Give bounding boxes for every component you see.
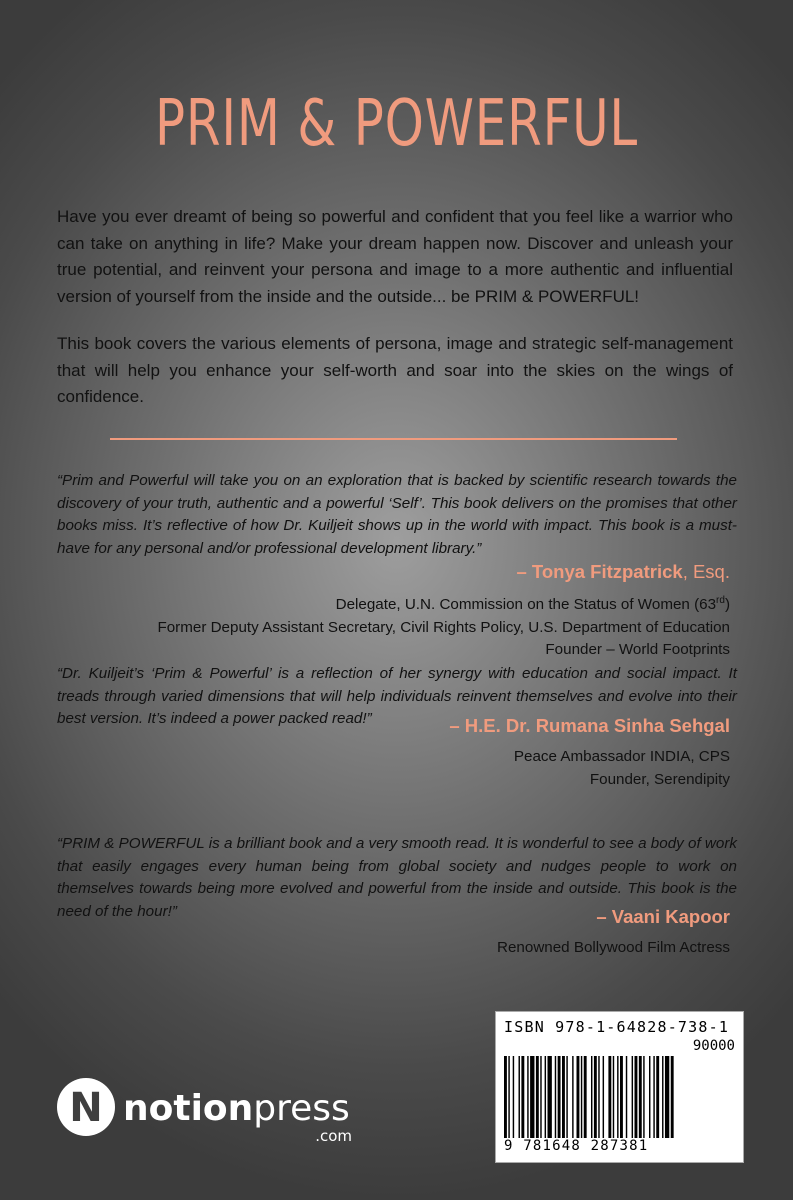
publisher-name-bold: notion xyxy=(123,1088,254,1129)
testimonial-role: Delegate, U.N. Commission on the Status of Women (63rd) xyxy=(335,595,730,614)
barcode-bar xyxy=(649,1056,650,1138)
barcode-bar xyxy=(635,1056,638,1138)
barcode-bar xyxy=(508,1056,509,1138)
barcode-bar xyxy=(671,1056,674,1138)
barcode-bar xyxy=(548,1056,552,1138)
testimonial-name-3: – Vaani Kapoor xyxy=(596,906,730,927)
price-addon-code: 90000 xyxy=(692,1038,735,1054)
barcode-bar xyxy=(643,1056,644,1138)
barcode-bar xyxy=(536,1056,539,1138)
barcode-bar xyxy=(665,1056,669,1138)
description-paragraph-1: Have you ever dreamt of being so powerful and confident that you feel like a warrior who can take on anything in life? Make your dream happen now. Discover and unleash your true potential, and reinvent your persona and image to a more authentic and influential version of yourself from the inside and the outside... be PRIM & POWERFUL! xyxy=(57,207,733,306)
barcode-bar xyxy=(603,1056,604,1138)
barcode-bar xyxy=(608,1056,611,1138)
testimonial-quote-2: “Dr. Kuiljeit’s ‘Prim & Powerful’ is a reflection of her synergy with education and social impact. It treads through varied dimensions that will help individuals reinvent themselves and evolve into their best version. It’s indeed a power packed read!” xyxy=(57,665,737,727)
barcode-bar xyxy=(555,1056,556,1138)
testimonial-quote-1: “Prim and Powerful will take you on an exploration that is backed by scientific research towards the discovery of your truth, authentic and a powerful ‘Self’. This book delivers on the promises that other books miss. It’s reflective of how Dr. Kuiljeit shows up in the world with impact. This book is a must-have for any personal and/or professional development library.” xyxy=(57,472,737,557)
isbn-barcode xyxy=(495,1011,744,1163)
barcode-bar xyxy=(562,1056,565,1138)
isbn-label: ISBN 978-1-64828-738-1 xyxy=(504,1018,730,1036)
ordinal-suffix: rd xyxy=(716,595,725,606)
barcode-bar xyxy=(581,1056,582,1138)
testimonial-role: Former Deputy Assistant Secretary, Civil Rights Policy, U.S. Department of Education xyxy=(157,618,730,636)
testimonial-attribution-1 xyxy=(157,560,730,662)
testimonial-attribution-2 xyxy=(449,714,730,791)
testimonial-role: Founder – World Footprints xyxy=(545,641,730,659)
barcode-bar xyxy=(572,1056,573,1138)
publisher-name-light: press xyxy=(253,1088,350,1129)
barcode-bar xyxy=(632,1056,633,1138)
publisher-wordmark xyxy=(123,1088,350,1129)
testimonial-name-suffix-1: , Esq. xyxy=(682,561,730,582)
barcode-bar xyxy=(626,1056,627,1138)
description-paragraph-2: This book covers the various elements of persona, image and strategic self-management that will help you enhance your self-worth and soar into the skies on the wings of confidence. xyxy=(57,334,733,406)
barcode-bar xyxy=(519,1056,520,1138)
publisher-domain: .com xyxy=(315,1127,352,1145)
testimonial-quote-3: “PRIM & POWERFUL is a brilliant book and a very smooth read. It is wonderful to see a body of work that easily engages every human being from global society and nudges people to work on themselves towards being more evolved and powerful from the inside and outside. This book is the need of the hour!” xyxy=(57,835,737,920)
testimonial-attribution-3 xyxy=(497,905,730,960)
barcode-bar xyxy=(639,1056,642,1138)
testimonial-name-1: – Tonya Fitzpatrick xyxy=(516,561,683,582)
testimonial-role: Renowned Bollywood Film Actress xyxy=(497,939,730,956)
barcode-bar xyxy=(540,1056,541,1138)
barcode-bar xyxy=(566,1056,567,1138)
testimonial-name-2: – H.E. Dr. Rumana Sinha Sehgal xyxy=(449,715,730,736)
barcode-bar xyxy=(591,1056,592,1138)
barcode-bar xyxy=(530,1056,534,1138)
barcode-bar xyxy=(521,1056,524,1138)
barcode-bar xyxy=(598,1056,599,1138)
barcode-bars xyxy=(504,1056,735,1138)
barcode-bar xyxy=(577,1056,580,1138)
barcode-bar xyxy=(620,1056,623,1138)
barcode-bar xyxy=(653,1056,654,1138)
barcode-bar xyxy=(513,1056,514,1138)
barcode-bar xyxy=(613,1056,614,1138)
barcode-bar xyxy=(617,1056,618,1138)
barcode-bar xyxy=(594,1056,597,1138)
barcode-digits: 9 781648 287381 xyxy=(504,1138,649,1154)
barcode-bar xyxy=(545,1056,546,1138)
barcode-bar xyxy=(527,1056,528,1138)
publisher-logo-letter: N xyxy=(69,1085,103,1131)
publisher-logo xyxy=(55,1071,355,1151)
testimonial-role: Founder, Serendipity xyxy=(589,770,730,788)
barcode-bar xyxy=(558,1056,561,1138)
barcode-bar xyxy=(504,1056,507,1138)
barcode-bar xyxy=(662,1056,663,1138)
book-title: PRIM & POWERFUL xyxy=(155,87,638,161)
section-divider xyxy=(110,438,677,440)
barcode-bar xyxy=(584,1056,587,1138)
barcode-bar xyxy=(656,1056,659,1138)
testimonial-role: Peace Ambassador INDIA, CPS xyxy=(513,748,730,765)
